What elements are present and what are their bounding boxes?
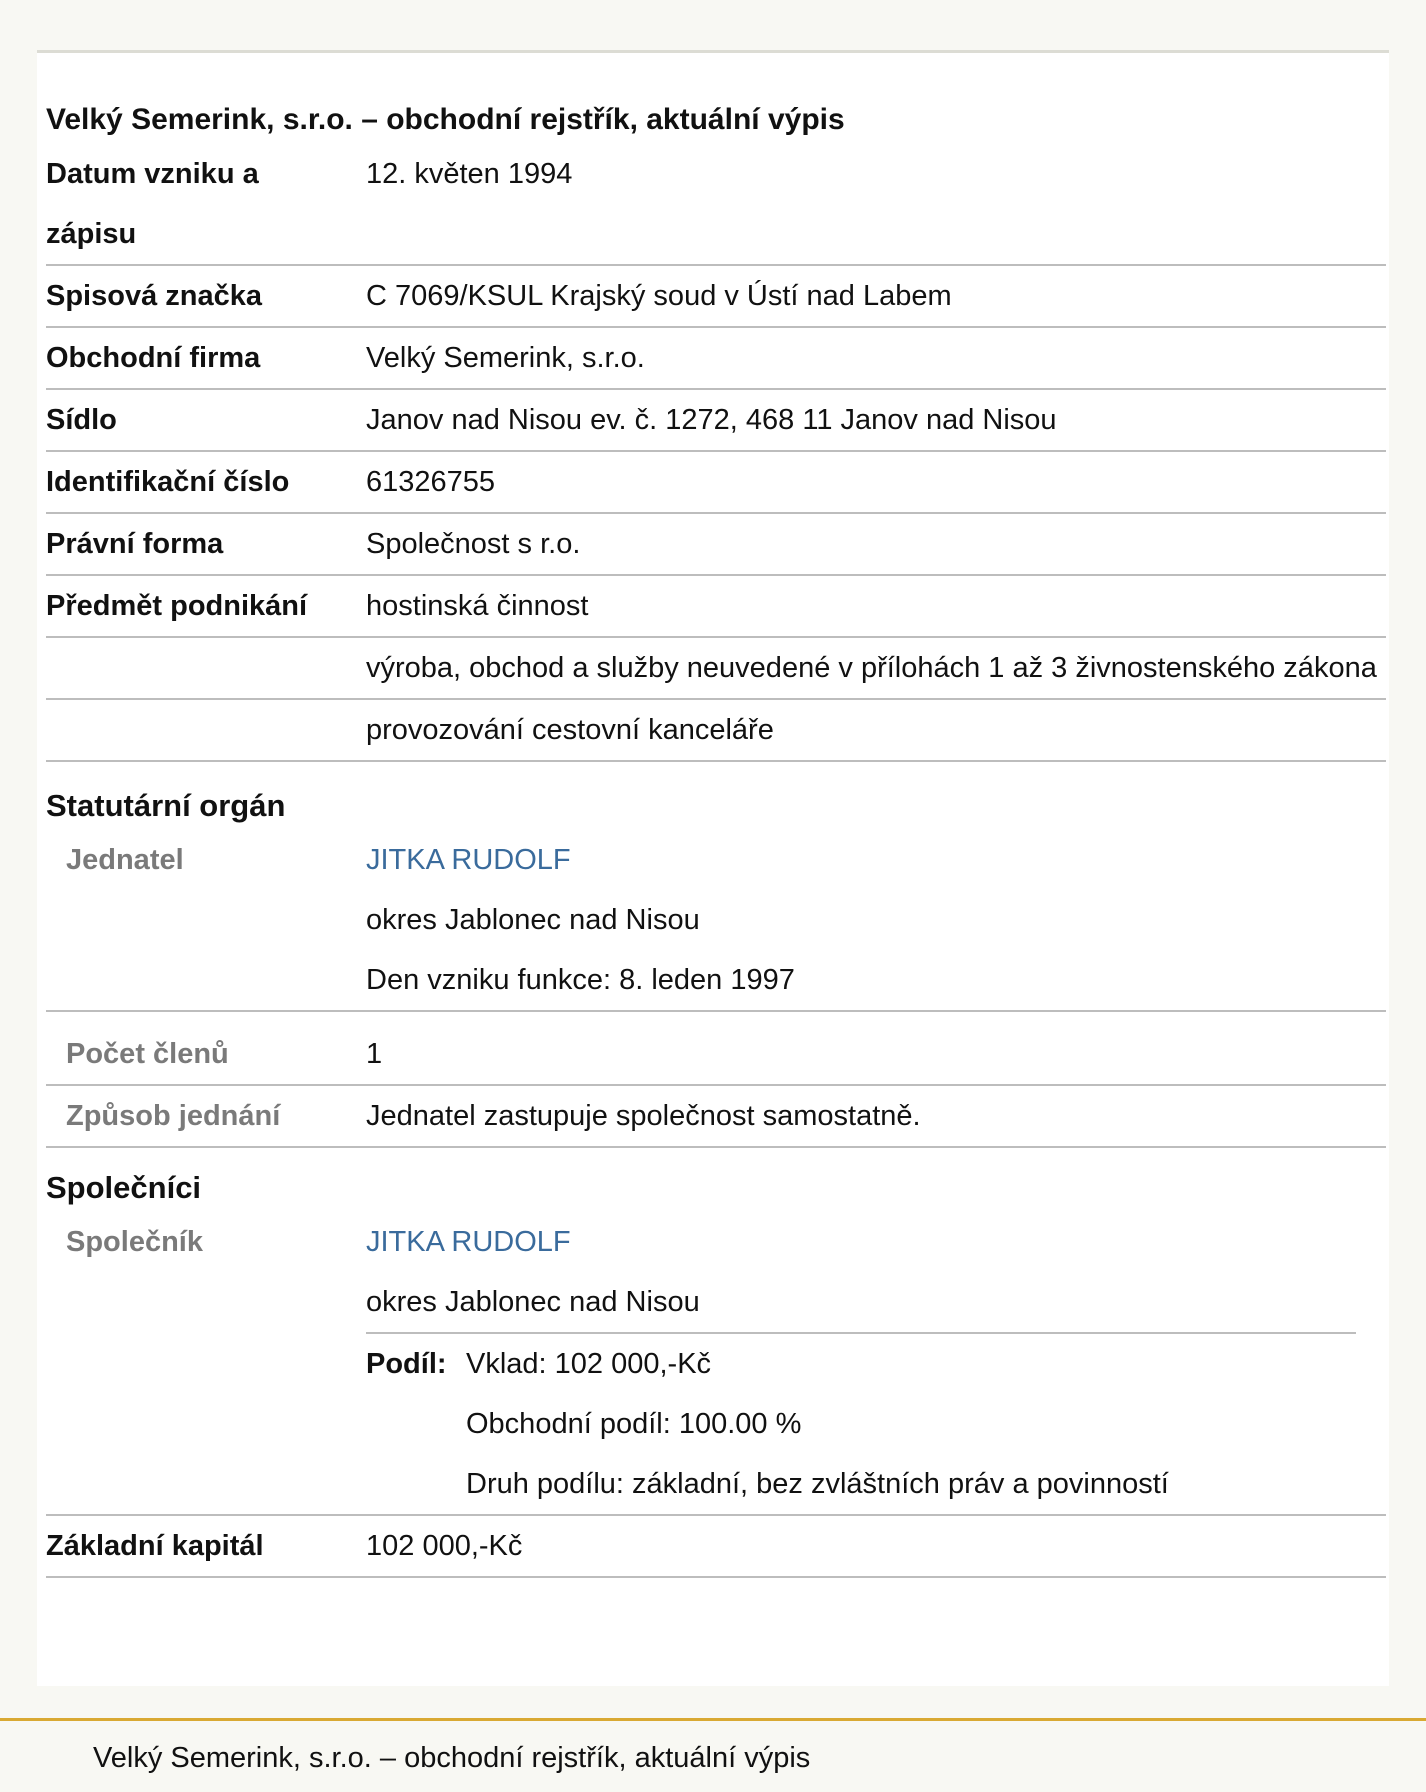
podil-values: [466, 1334, 1356, 1514]
row-value: C 7069/KSUL Krajský soud v Ústí nad Labem: [366, 280, 952, 312]
row-value: výroba, obchod a služby neuvedené v přílohách 1 až 3 živnostenského zákona: [366, 652, 1377, 684]
row-label: Předmět podnikání: [46, 590, 308, 622]
row-value: 61326755: [366, 466, 496, 498]
spolecnik-name-link[interactable]: JITKA RUDOLF: [366, 1226, 571, 1258]
jednatel-name-link[interactable]: JITKA RUDOLF: [366, 844, 571, 876]
podil-vklad: Vklad: 102 000,-Kč: [466, 1348, 712, 1380]
row-label: Spisová značka: [46, 280, 262, 312]
row-value: Společnost s r.o.: [366, 528, 581, 560]
row-label: Způsob jednání: [66, 1100, 281, 1132]
footer-title: Velký Semerink, s.r.o. – obchodní rejstřík, aktuální výpis: [93, 1742, 811, 1774]
row-zpusob-jednani: [46, 1086, 1386, 1148]
row-spolecnik: [46, 1212, 1386, 1516]
jednatel-vznik: Den vzniku funkce: 8. leden 1997: [366, 964, 795, 996]
row-identifikacni-cislo: [46, 452, 1386, 514]
jednatel-details: [366, 830, 1386, 1010]
row-value: 102 000,-Kč: [366, 1530, 523, 1562]
row-label: Společník: [66, 1226, 203, 1258]
row-obchodni-firma: [46, 328, 1386, 390]
podil-druh: Druh podílu: základní, bez zvláštních práv a povinností: [466, 1468, 1169, 1500]
row-label: Obchodní firma: [46, 342, 261, 374]
row-predmet-podnikani: [46, 576, 1386, 638]
row-pocet-clenu: [46, 1012, 1386, 1086]
podil-label: Podíl:: [366, 1348, 447, 1380]
row-predmet-podnikani-2: [46, 638, 1386, 700]
row-value: 1: [366, 1038, 383, 1070]
row-label: Datum vzniku a zápisu: [46, 158, 259, 250]
row-value: Velký Semerink, s.r.o.: [366, 342, 645, 374]
section-spolecnici: Společníci: [46, 1170, 202, 1205]
footer-divider: [0, 1718, 1426, 1721]
row-label: Jednatel: [66, 844, 184, 876]
row-label: Sídlo: [46, 404, 117, 436]
jednatel-okres: okres Jablonec nad Nisou: [366, 904, 700, 936]
row-spisova-znacka: [46, 266, 1386, 328]
page-title: Velký Semerink, s.r.o. – obchodní rejstřík, aktuální výpis: [46, 103, 845, 136]
row-label: Právní forma: [46, 528, 224, 560]
section-statutarni-organ: Statutární orgán: [46, 788, 286, 823]
row-label: Počet členů: [66, 1038, 229, 1070]
spolecnik-okres: okres Jablonec nad Nisou: [366, 1286, 700, 1318]
row-value: 12. květen 1994: [366, 158, 573, 190]
row-jednatel: [46, 830, 1386, 1012]
row-predmet-podnikani-3: [46, 700, 1386, 762]
row-label: Základní kapitál: [46, 1530, 264, 1562]
register-content: [46, 53, 1386, 1578]
podil-block: [366, 1332, 1356, 1514]
row-sidlo: [46, 390, 1386, 452]
podil-obchodni: Obchodní podíl: 100.00 %: [466, 1408, 802, 1440]
row-value: hostinská činnost: [366, 590, 589, 622]
row-pravni-forma: [46, 514, 1386, 576]
row-label-empty: [46, 638, 366, 698]
row-zakladni-kapital: [46, 1516, 1386, 1578]
row-label: Identifikační číslo: [46, 466, 290, 498]
row-label-empty: [46, 700, 366, 760]
row-datum-vzniku: [46, 144, 1386, 266]
row-value: Janov nad Nisou ev. č. 1272, 468 11 Janov nad Nisou: [366, 404, 1057, 436]
row-value: Jednatel zastupuje společnost samostatně.: [366, 1100, 921, 1132]
row-value: provozování cestovní kanceláře: [366, 714, 774, 746]
spolecnik-details: [366, 1212, 1386, 1514]
register-card: [37, 50, 1389, 1686]
